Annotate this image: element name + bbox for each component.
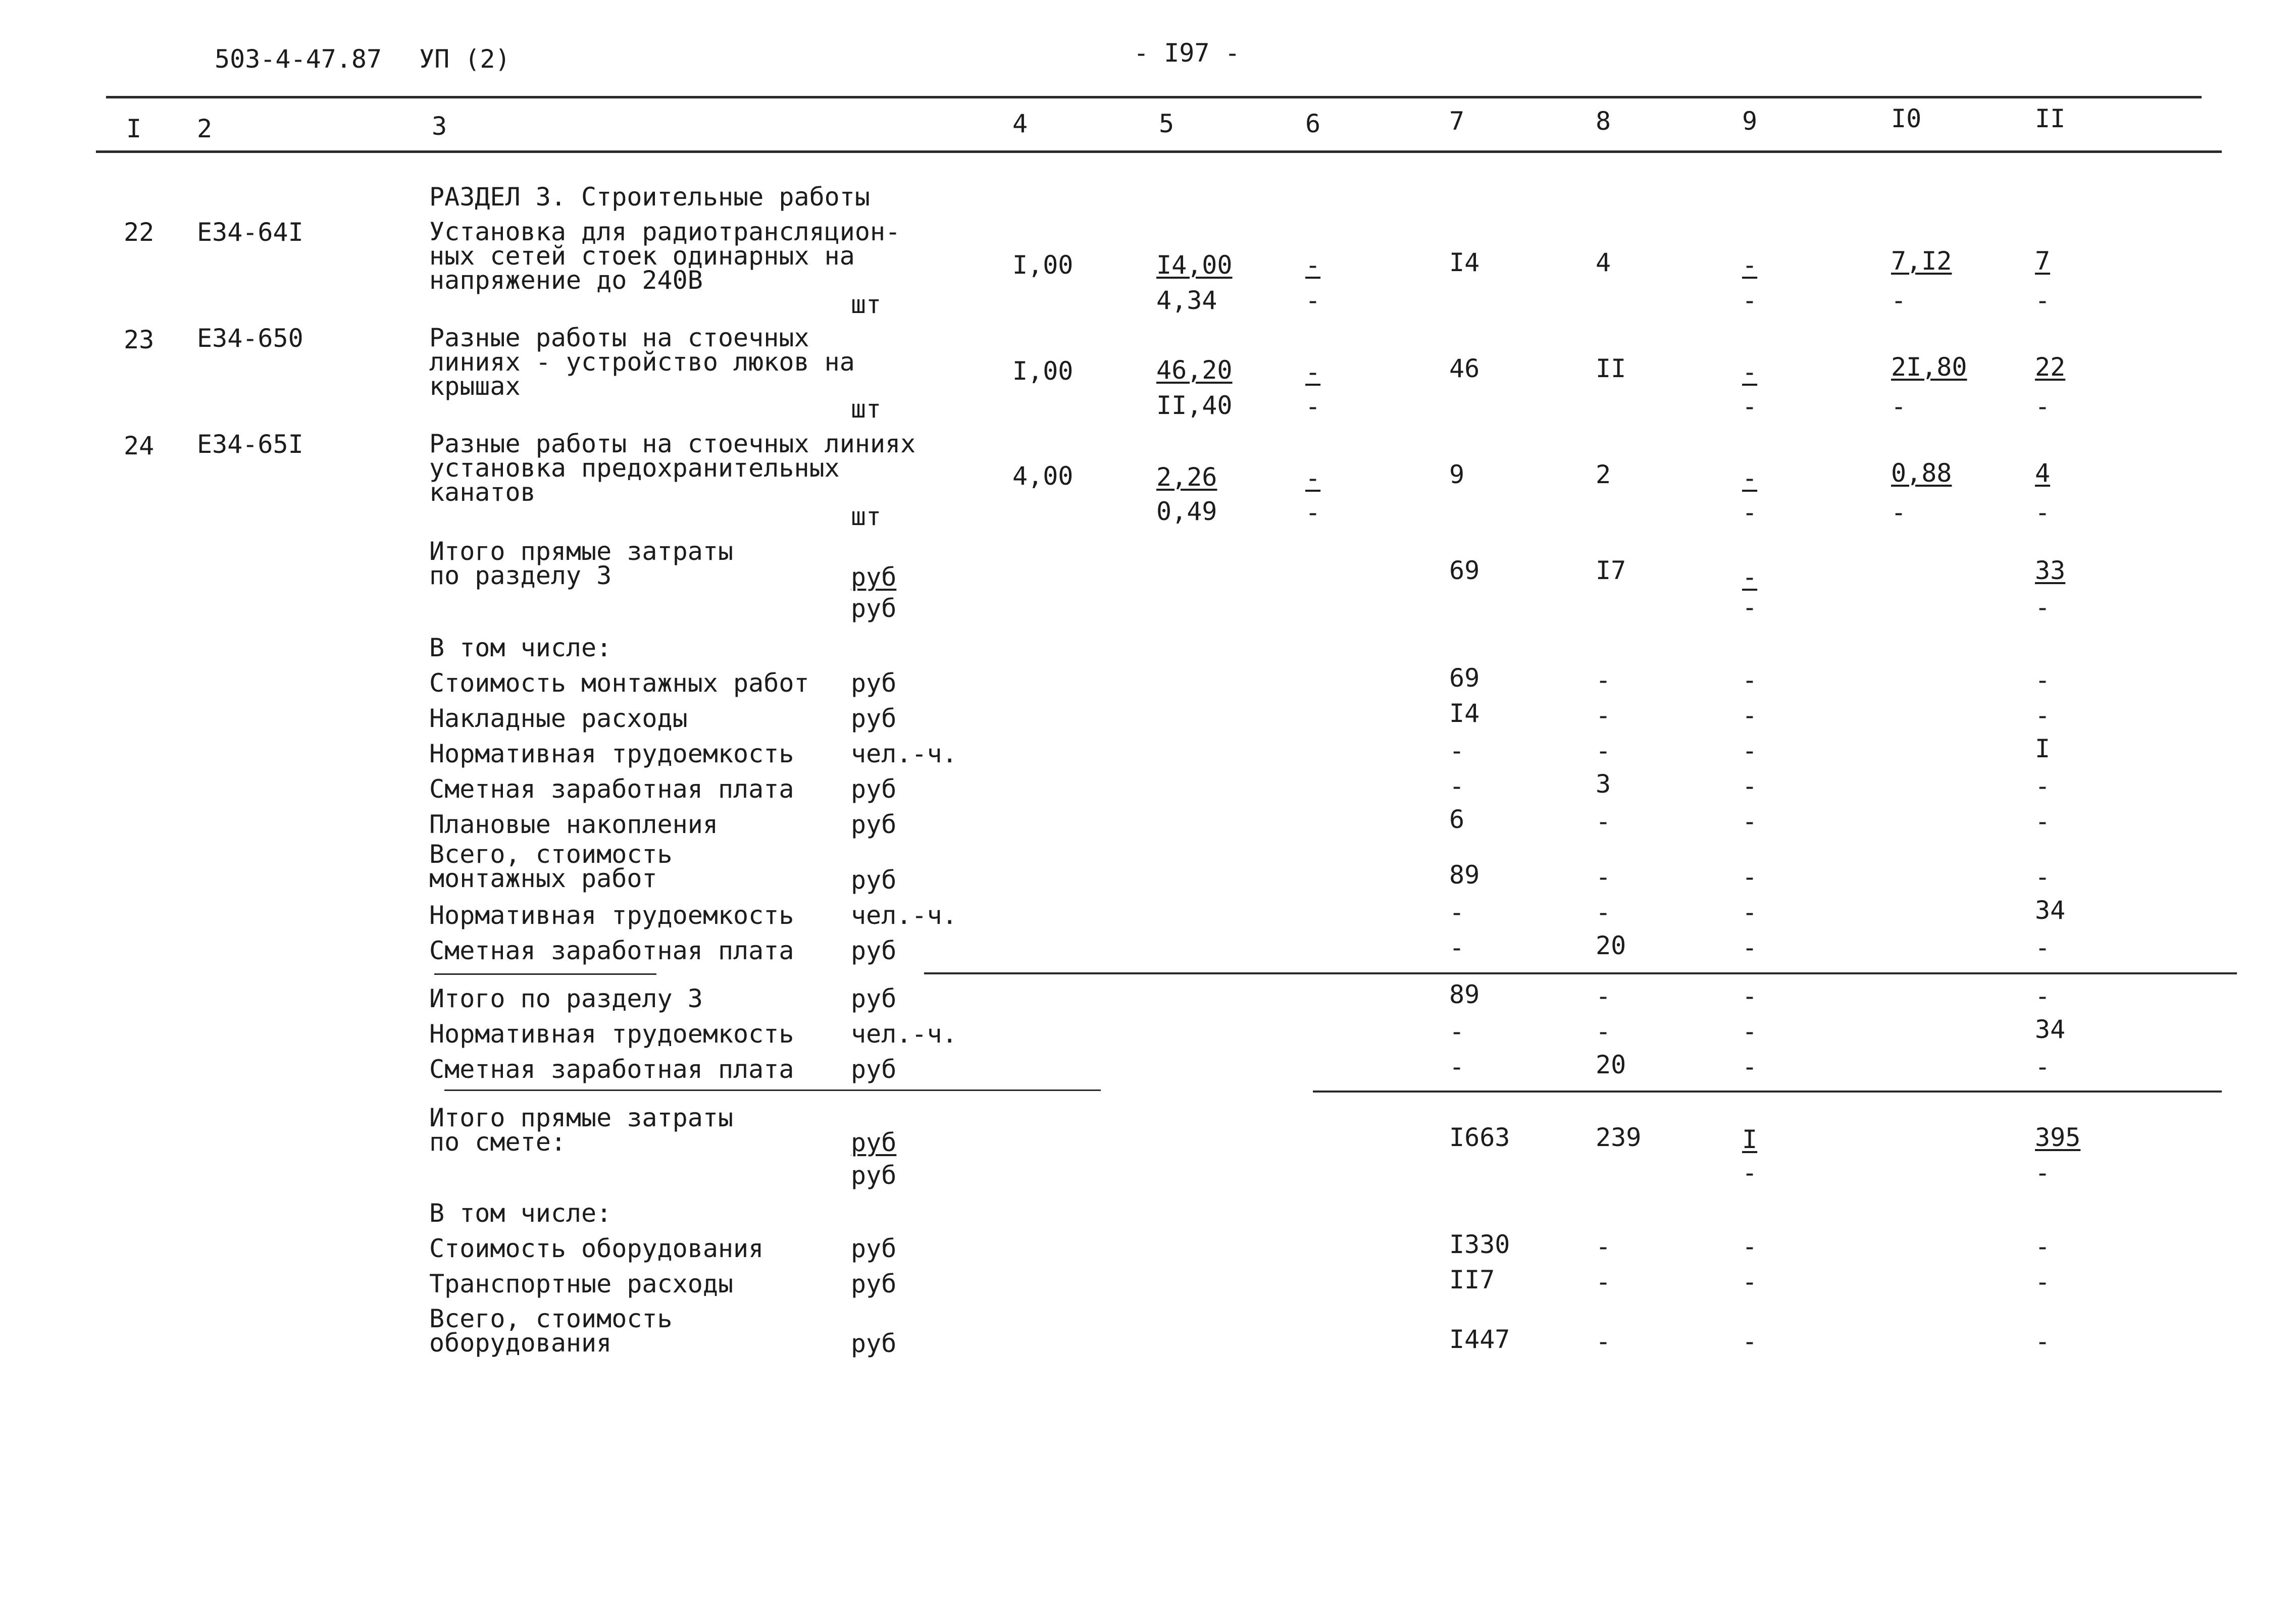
labor-total: - <box>2035 1232 2051 1261</box>
unit: руб <box>851 984 897 1013</box>
total-cost: 6 <box>1449 805 1465 834</box>
labor-total: 33 <box>2035 556 2066 585</box>
row-number: 24 <box>124 431 155 460</box>
total-cost: - <box>1449 771 1465 801</box>
total-cost: 89 <box>1449 980 1480 1009</box>
total-wages: - <box>1596 1267 1611 1296</box>
unit: руб <box>851 1161 897 1190</box>
document-code: 503-4-47.87 <box>215 44 382 74</box>
unit: чел.-ч. <box>851 1019 957 1049</box>
total-cost: I330 <box>1449 1230 1510 1259</box>
col9-value: - <box>1742 1017 1758 1046</box>
row-number: 22 <box>124 218 155 247</box>
labor-total: - <box>2035 1052 2051 1081</box>
row-label: Всего, стоимость монтажных работ <box>429 840 673 893</box>
total-wages: - <box>1596 701 1611 730</box>
work-code: Е34-64I <box>197 218 303 247</box>
header-bottom-rule <box>96 150 2222 153</box>
row-label: Сметная заработная плата <box>429 936 794 965</box>
col9-value: - <box>1742 250 1758 280</box>
labor-total: - <box>2035 701 2051 730</box>
row-label: Сметная заработная плата <box>429 1055 794 1084</box>
unit-price: I4,00 <box>1156 250 1233 280</box>
unit: руб <box>851 865 897 895</box>
total-wages: I7 <box>1596 556 1626 585</box>
labor-total: 7 <box>2035 246 2051 276</box>
unit: руб <box>851 1269 897 1299</box>
labor-total: - <box>2035 807 2051 836</box>
total-wages: - <box>1596 665 1611 695</box>
labor-total: - <box>2035 862 2051 892</box>
col9-value: - <box>1742 1052 1758 1081</box>
unit: чел.-ч. <box>851 901 957 930</box>
labor-per-unit: 7,I2 <box>1891 246 1952 276</box>
column-header: I0 <box>1891 104 1922 133</box>
total-cost: I4 <box>1449 248 1480 277</box>
work-description: Разные работы на стоечных линиях - устройство люков на крышах <box>429 323 855 401</box>
total-wages: 3 <box>1596 769 1611 799</box>
col9-value-wages: - <box>1742 286 1758 315</box>
row-label: Всего, стоимость оборудования <box>429 1304 673 1358</box>
labor-per-unit: 0,88 <box>1891 458 1952 488</box>
col9-value: - <box>1742 736 1758 765</box>
quantity: I,00 <box>1012 250 1074 280</box>
unit-price-wages: 4,34 <box>1156 286 1217 315</box>
total-cost: I447 <box>1449 1325 1510 1354</box>
quantity: I,00 <box>1012 356 1074 386</box>
work-description: Установка для радиотрансляцион- ных сетей стоек одинарных на напряжение до 240В <box>429 217 901 295</box>
col9-value: - <box>1742 771 1758 801</box>
total-cost: - <box>1449 1052 1465 1081</box>
total-cost: - <box>1449 933 1465 962</box>
total-cost: 69 <box>1449 663 1480 693</box>
col9-value-wages: - <box>1742 1158 1758 1187</box>
labor-total: - <box>2035 1327 2051 1356</box>
unit: руб <box>851 704 897 733</box>
col6-value: - <box>1305 463 1321 493</box>
labor-total: I <box>2035 734 2051 763</box>
col9-value-wages: - <box>1742 392 1758 421</box>
labor-per-unit-lower: - <box>1891 392 1907 421</box>
including-label: В том числе: <box>429 633 612 662</box>
partial-rule <box>434 973 656 975</box>
labor-total: 395 <box>2035 1123 2081 1152</box>
section-total-label: Итого прямые затраты по разделу 3 <box>429 537 734 590</box>
labor-total: 34 <box>2035 1015 2066 1044</box>
unit-price-wages: II,40 <box>1156 391 1233 420</box>
total-wages: - <box>1596 1327 1611 1356</box>
unit-price: 46,20 <box>1156 355 1233 385</box>
col9-value: - <box>1742 1267 1758 1296</box>
col6-value-wages: - <box>1305 392 1321 421</box>
labor-per-unit-lower: - <box>1891 286 1907 315</box>
labor-total: - <box>2035 1267 2051 1296</box>
column-header: I <box>126 114 142 143</box>
col9-value: - <box>1742 701 1758 730</box>
col6-value: - <box>1305 357 1321 387</box>
unit: руб <box>851 1234 897 1263</box>
total-cost: 46 <box>1449 354 1480 383</box>
unit: руб <box>851 1055 897 1084</box>
labor-total: 34 <box>2035 896 2066 925</box>
total-wages: - <box>1596 898 1611 927</box>
labor-per-unit: 2I,80 <box>1891 352 1967 382</box>
col9-value-wages: - <box>1742 593 1758 622</box>
labor-total: 22 <box>2035 352 2066 382</box>
row-label: Сметная заработная плата <box>429 774 794 804</box>
row-label: Транспортные расходы <box>429 1269 734 1299</box>
work-description: Разные работы на стоечных линиях установка предохранительных канатов <box>429 429 916 507</box>
column-header: 6 <box>1305 109 1321 138</box>
unit-price: 2,26 <box>1156 462 1217 492</box>
total-cost: 69 <box>1449 556 1480 585</box>
total-wages: - <box>1596 862 1611 892</box>
col6-value: - <box>1305 250 1321 280</box>
section-title: РАЗДЕЛ 3. Строительные работы <box>429 182 870 212</box>
col9-value: - <box>1742 463 1758 493</box>
unit: шт <box>851 394 882 424</box>
total-wages: - <box>1596 981 1611 1011</box>
total-wages: II <box>1596 354 1626 383</box>
col6-value-wages: - <box>1305 498 1321 527</box>
row-label: Нормативная трудоемкость <box>429 1019 794 1049</box>
total-cost: 9 <box>1449 460 1465 489</box>
row-label: Нормативная трудоемкость <box>429 901 794 930</box>
column-header: 4 <box>1012 109 1028 138</box>
labor-total-lower: - <box>2035 498 2051 527</box>
column-header: 5 <box>1159 109 1175 138</box>
column-header: II <box>2035 104 2066 133</box>
col9-value: - <box>1742 357 1758 387</box>
col9-value: I <box>1742 1125 1758 1154</box>
column-header: 9 <box>1742 107 1758 136</box>
total-wages: - <box>1596 1232 1611 1261</box>
col9-value: - <box>1742 898 1758 927</box>
unit: шт <box>851 290 882 319</box>
total-wages: 20 <box>1596 1050 1626 1079</box>
total-wages: - <box>1596 807 1611 836</box>
labor-total: - <box>2035 665 2051 695</box>
column-header: 8 <box>1596 107 1611 136</box>
row-label: Нормативная трудоемкость <box>429 739 794 768</box>
labor-total-lower: - <box>2035 392 2051 421</box>
labor-total-lower: - <box>2035 1158 2051 1187</box>
header-top-rule <box>106 96 2202 98</box>
estimate-total-label: Итого прямые затраты по смете: <box>429 1103 734 1157</box>
work-code: Е34-650 <box>197 324 303 353</box>
labor-per-unit-lower: - <box>1891 498 1907 527</box>
col9-value: - <box>1742 933 1758 962</box>
row-label: Стоимость монтажных работ <box>429 668 809 698</box>
col9-value: - <box>1742 1232 1758 1261</box>
row-label: Итого по разделу 3 <box>429 984 703 1013</box>
total-wages: - <box>1596 736 1611 765</box>
unit: руб <box>851 936 897 965</box>
quantity: 4,00 <box>1012 461 1074 491</box>
col9-value: - <box>1742 981 1758 1011</box>
unit: руб <box>851 1128 897 1157</box>
unit: руб <box>851 810 897 839</box>
total-wages: 2 <box>1596 460 1611 489</box>
unit: руб <box>851 1329 897 1358</box>
column-header: 7 <box>1449 107 1465 136</box>
labor-total-lower: - <box>2035 593 2051 622</box>
unit: чел.-ч. <box>851 739 957 768</box>
col9-value: - <box>1742 862 1758 892</box>
total-cost: II7 <box>1449 1265 1495 1294</box>
total-wages: 4 <box>1596 248 1611 277</box>
row-number: 23 <box>124 325 155 354</box>
col9-value: - <box>1742 562 1758 592</box>
unit: руб <box>851 774 897 804</box>
column-header: 3 <box>432 112 447 141</box>
labor-total: 4 <box>2035 458 2051 488</box>
unit: руб <box>851 562 897 592</box>
total-cost: - <box>1449 736 1465 765</box>
unit: руб <box>851 594 897 623</box>
unit: шт <box>851 502 882 531</box>
row-label: Накладные расходы <box>429 704 688 733</box>
row-label: Стоимость оборудования <box>429 1234 764 1263</box>
partial-rule <box>444 1089 1101 1091</box>
document-part: УП (2) <box>419 44 511 74</box>
unit-price-wages: 0,49 <box>1156 497 1217 526</box>
column-header: 2 <box>197 114 213 143</box>
labor-total: - <box>2035 933 2051 962</box>
total-cost: - <box>1449 898 1465 927</box>
labor-total-lower: - <box>2035 286 2051 315</box>
col9-value: - <box>1742 665 1758 695</box>
total-wages: 20 <box>1596 931 1626 960</box>
labor-total: - <box>2035 981 2051 1011</box>
total-cost: I4 <box>1449 699 1480 728</box>
total-cost: - <box>1449 1017 1465 1046</box>
page-number: - I97 - <box>1134 38 1240 68</box>
including-label-2: В том числе: <box>429 1199 612 1228</box>
col9-value: - <box>1742 807 1758 836</box>
total-wages: - <box>1596 1017 1611 1046</box>
unit: руб <box>851 668 897 698</box>
total-cost: 89 <box>1449 860 1480 890</box>
row-label: Плановые накопления <box>429 810 718 839</box>
section-divider-rule <box>924 972 2237 974</box>
col6-value-wages: - <box>1305 286 1321 315</box>
total-wages: 239 <box>1596 1123 1642 1152</box>
col9-value: - <box>1742 1327 1758 1356</box>
total-cost: I663 <box>1449 1123 1510 1152</box>
work-code: Е34-65I <box>197 430 303 459</box>
estimate-divider-rule <box>1313 1090 2222 1093</box>
col9-value-wages: - <box>1742 498 1758 527</box>
labor-total: - <box>2035 771 2051 801</box>
